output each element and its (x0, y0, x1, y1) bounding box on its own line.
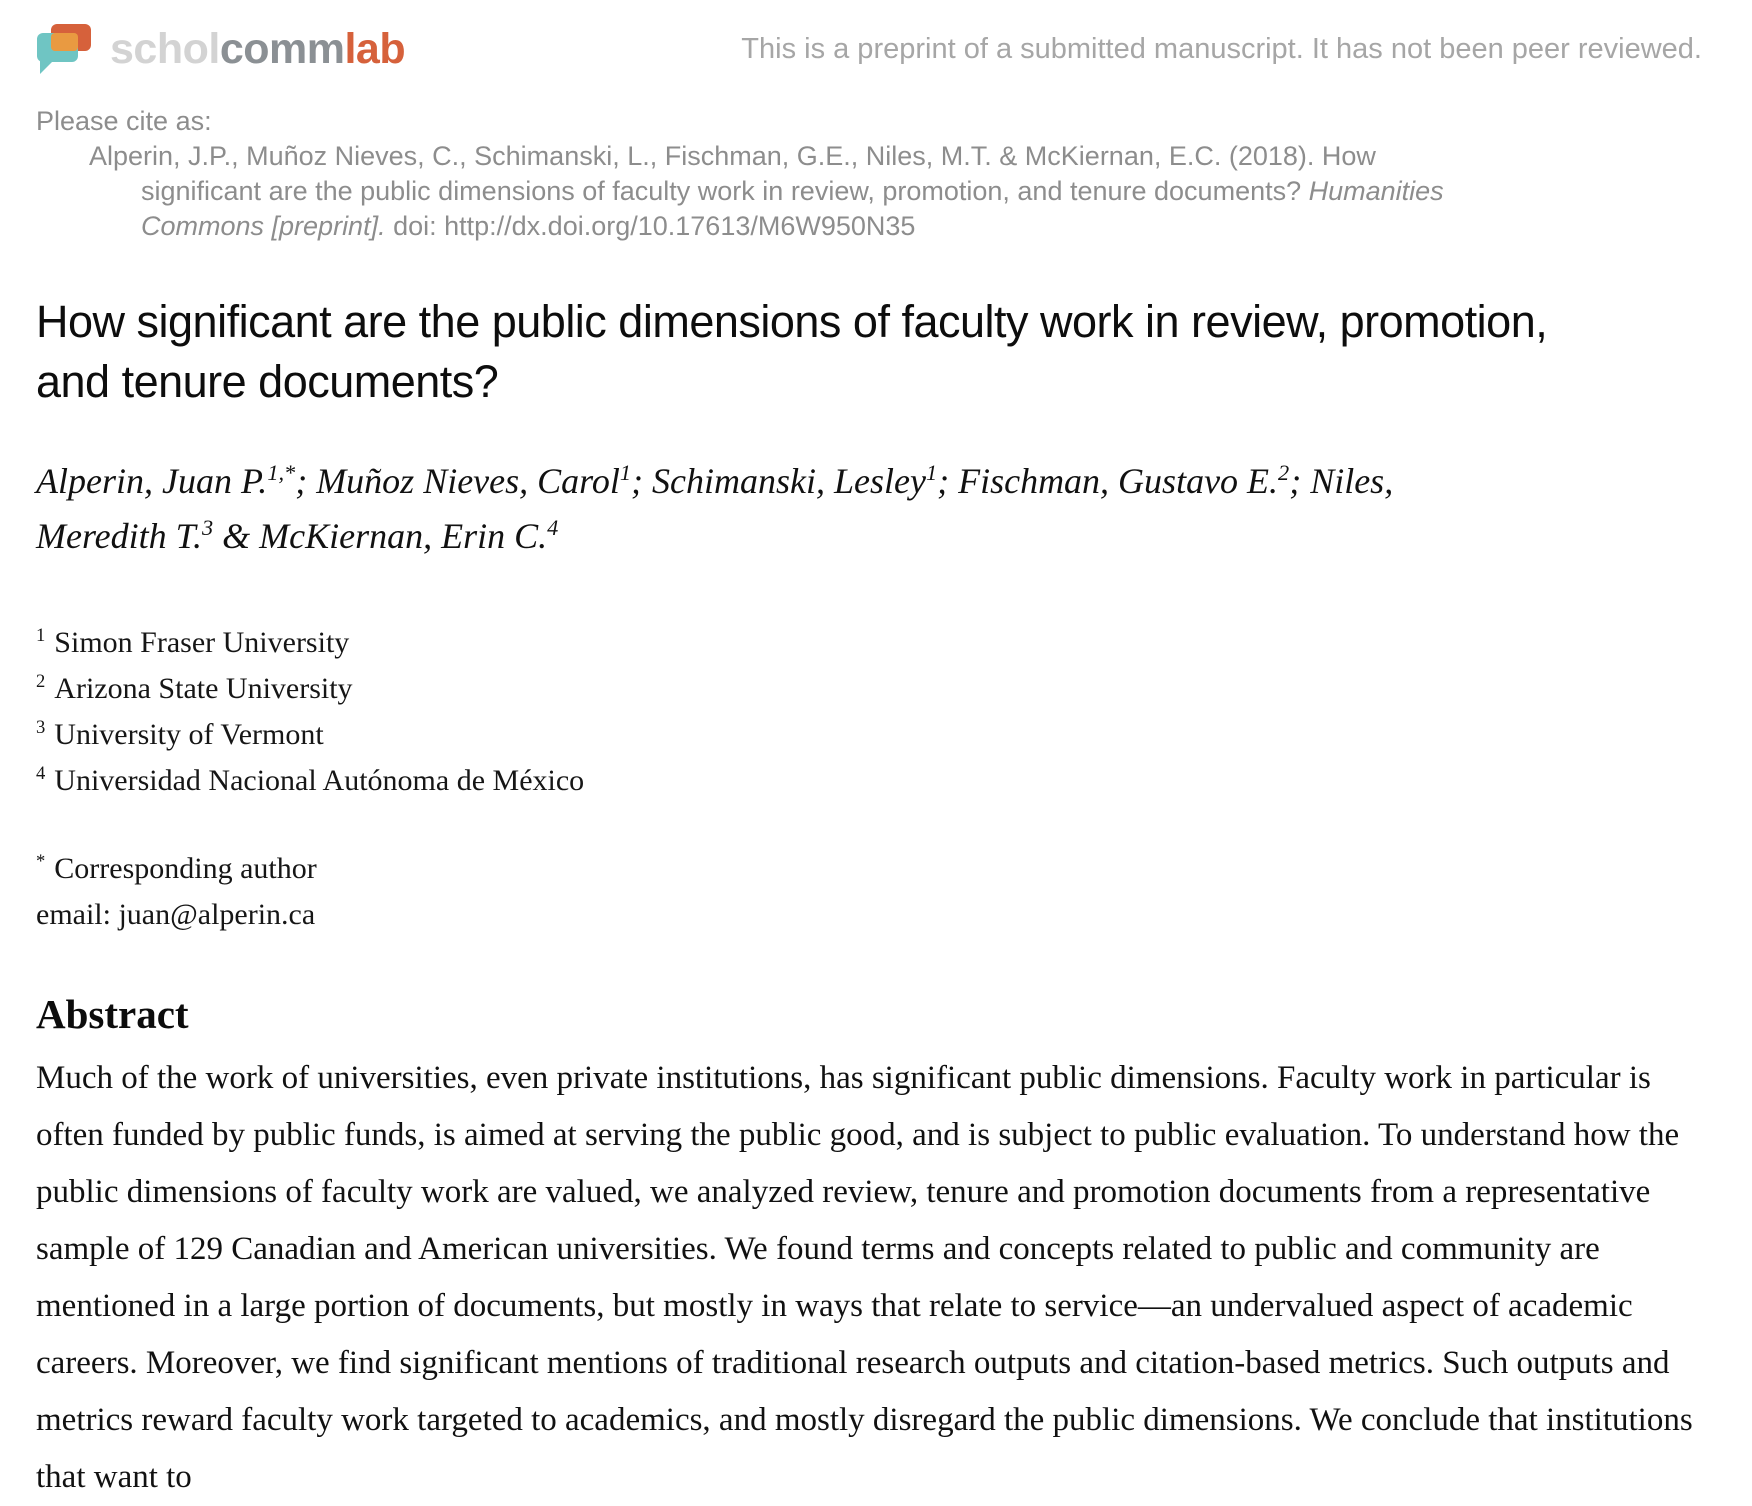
wordmark-schol: schol (110, 25, 220, 73)
wordmark-lab: lab (344, 25, 406, 73)
paper-title: How significant are the public dimensions of faculty work in review, promotion, and tenure documents? (36, 296, 1548, 407)
speech-bubble-overlap-shape (51, 33, 78, 51)
logo-wordmark (110, 20, 405, 78)
affiliation-name: Arizona State University (54, 672, 353, 705)
speech-bubbles-icon (36, 20, 94, 78)
affiliation-sup: 3 (36, 717, 46, 738)
corresponding-author-line (36, 846, 1702, 892)
abstract-heading: Abstract (36, 991, 189, 1037)
affiliation-name: Simon Fraser University (54, 626, 350, 659)
cite-as-label: Please cite as: (36, 106, 212, 136)
speech-bubble-tail-shape (40, 61, 53, 74)
affiliation-item-3 (36, 712, 1702, 758)
abstract-text: Much of the work of universities, even private institutions, has significant public dimensions. Faculty work in particular is often funded by public funds, is aimed at serving the public good, and is subject to public evaluation. To understand how the public dimensions of faculty work are valued, we analyzed review, tenure and promotion documents from a representative sample of 129 Canadian and American universities. We found terms and concepts related to public and community are mentioned in a large portion of documents, but mostly in ways that relate to service—an undervalued aspect of academic careers. Moreover, we find significant mentions of traditional research outputs and citation-based metrics. Such outputs and metrics reward faculty work targeted to academics, and mostly disregard the public dimensions. We conclude that institutions that want to (36, 1060, 1693, 1495)
corresponding-sup: * (36, 851, 46, 872)
affiliations-list (36, 620, 1702, 804)
scholcommlab-logo (36, 20, 405, 78)
preprint-notice: This is a preprint of a submitted manuscript. It has not been peer reviewed. (741, 33, 1702, 65)
corresponding-label: Corresponding author (54, 852, 317, 885)
affiliation-item-4 (36, 758, 1702, 804)
header (36, 20, 1702, 78)
corresponding-author-block (36, 846, 1702, 938)
affiliation-sup: 2 (36, 671, 46, 692)
wordmark-comm: comm (219, 25, 345, 73)
citation-block (36, 104, 1702, 244)
affiliation-item-1 (36, 620, 1702, 666)
affiliation-name: Universidad Nacional Autónoma de México (54, 764, 585, 797)
affiliation-sup: 1 (36, 625, 46, 646)
citation-text: Alperin, J.P., Muñoz Nieves, C., Schimanski, L., Fischman, G.E., Niles, M.T. & McKiernan, E.C. (2018). How significant are the public dimensions of faculty work in review, promotion, and tenure documents? Humanities Commons [preprint]. doi: http://dx.doi.org/10.17613/M6W950N35 (89, 141, 1444, 241)
affiliation-item-2 (36, 666, 1702, 712)
affiliation-name: University of Vermont (54, 718, 324, 751)
authors-line: Alperin, Juan P.$^{1,*}$; Muñoz Nieves, Carol$^1$; Schimanski, Lesley$^1$; Fischman, Gustavo E.$^2$; Niles, Meredith T.$^3$ & McKiernan, Erin C.$^4$ (36, 460, 1394, 556)
corresponding-email-line: email: juan@alperin.ca (36, 898, 316, 931)
affiliation-sup: 4 (36, 763, 46, 784)
